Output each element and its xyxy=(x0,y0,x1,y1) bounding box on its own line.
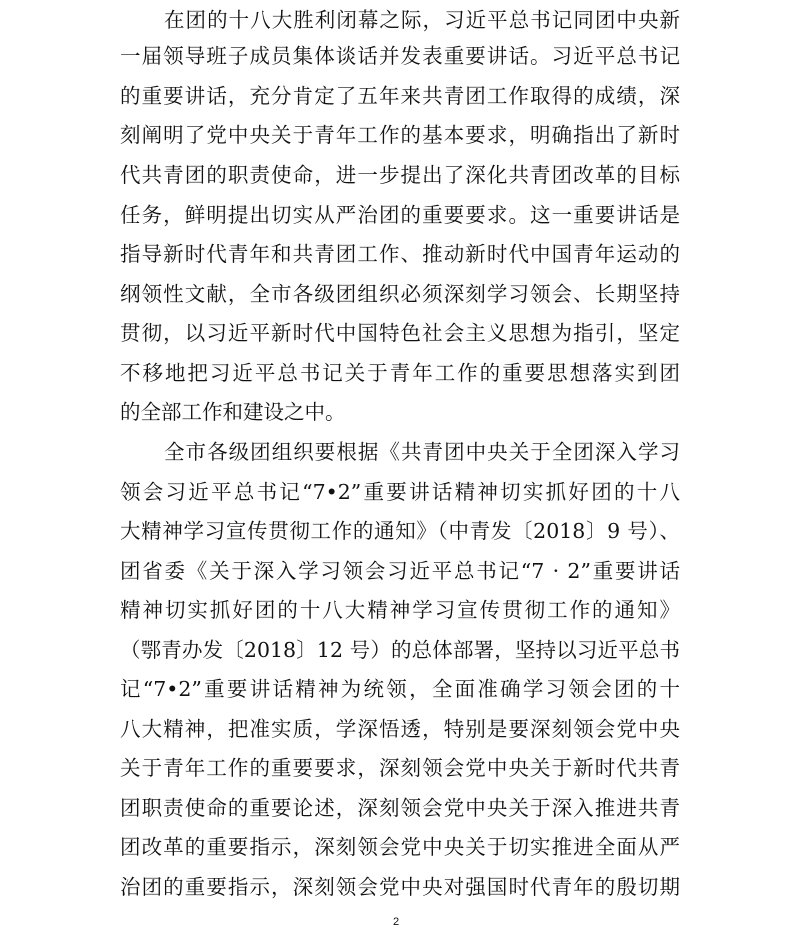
paragraph-2-line-1: 全市各级团组织要根据《共青团中央关于全团深入学习 xyxy=(164,440,680,464)
paragraph-1-line-7: 指导新时代青年和共青团工作、推动新时代中国青年运动的 xyxy=(120,242,680,266)
paragraph-2-line-4: 团省委《关于深入学习领会习近平总书记“7 · 2”重要讲话 xyxy=(120,559,680,583)
page-number: 2 xyxy=(392,916,400,928)
paragraph-1-line-2: 一届领导班子成员集体谈话并发表重要讲话。习近平总书记 xyxy=(120,44,680,68)
paragraph-1-line-8: 纲领性文献，全市各级团组织必须深刻学习领会、长期坚持 xyxy=(120,282,680,306)
paragraph-2-line-5: 精神切实抓好团的十八大精神学习宣传贯彻工作的通知》 xyxy=(120,598,680,622)
paragraph-1-line-6: 任务，鲜明提出切实从严治团的重要要求。这一重要讲话是 xyxy=(120,203,680,227)
paragraph-2-line-8: 八大精神，把准实质，学深悟透，特别是要深刻领会党中央 xyxy=(120,717,680,741)
paragraph-1-line-11: 的全部工作和建设之中。 xyxy=(120,400,346,424)
paragraph-1-line-9: 贯彻，以习近平新时代中国特色社会主义思想为指引，坚定 xyxy=(120,321,680,345)
paragraph-2-line-10: 团职责使命的重要论述，深刻领会党中央关于深入推进共青 xyxy=(120,796,680,820)
paragraph-2-line-3: 大精神学习宣传贯彻工作的通知》（中青发〔2018〕9 号）、 xyxy=(120,519,680,543)
paragraph-2-line-11: 团改革的重要指示，深刻领会党中央关于切实推进全面从严 xyxy=(120,835,680,859)
paragraph-2-line-9: 关于青年工作的重要要求，深刻领会党中央关于新时代共青 xyxy=(120,756,680,780)
paragraph-1-line-5: 代共青团的职责使命，进一步提出了深化共青团改革的目标 xyxy=(120,163,680,187)
paragraph-2-line-2: 领会习近平总书记“7•2”重要讲话精神切实抓好团的十八 xyxy=(120,480,680,504)
paragraph-2-line-7: 记“7•2”重要讲话精神为统领，全面准确学习领会团的十 xyxy=(120,677,680,701)
paragraph-2-line-12: 治团的重要指示，深刻领会党中央对强国时代青年的殷切期 xyxy=(120,875,680,899)
paragraph-1-line-1: 在团的十八大胜利闭幕之际，习近平总书记同团中央新 xyxy=(164,8,680,32)
paragraph-1-line-3: 的重要讲话，充分肯定了五年来共青团工作取得的成绩，深 xyxy=(120,84,680,108)
paragraph-1-line-4: 刻阐明了党中央关于青年工作的基本要求，明确指出了新时 xyxy=(120,123,680,147)
paragraph-2-line-6: （鄂青办发〔2018〕12 号）的总体部署，坚持以习近平总书 xyxy=(120,638,680,662)
paragraph-1-line-10: 不移地把习近平总书记关于青年工作的重要思想落实到团 xyxy=(120,361,680,385)
